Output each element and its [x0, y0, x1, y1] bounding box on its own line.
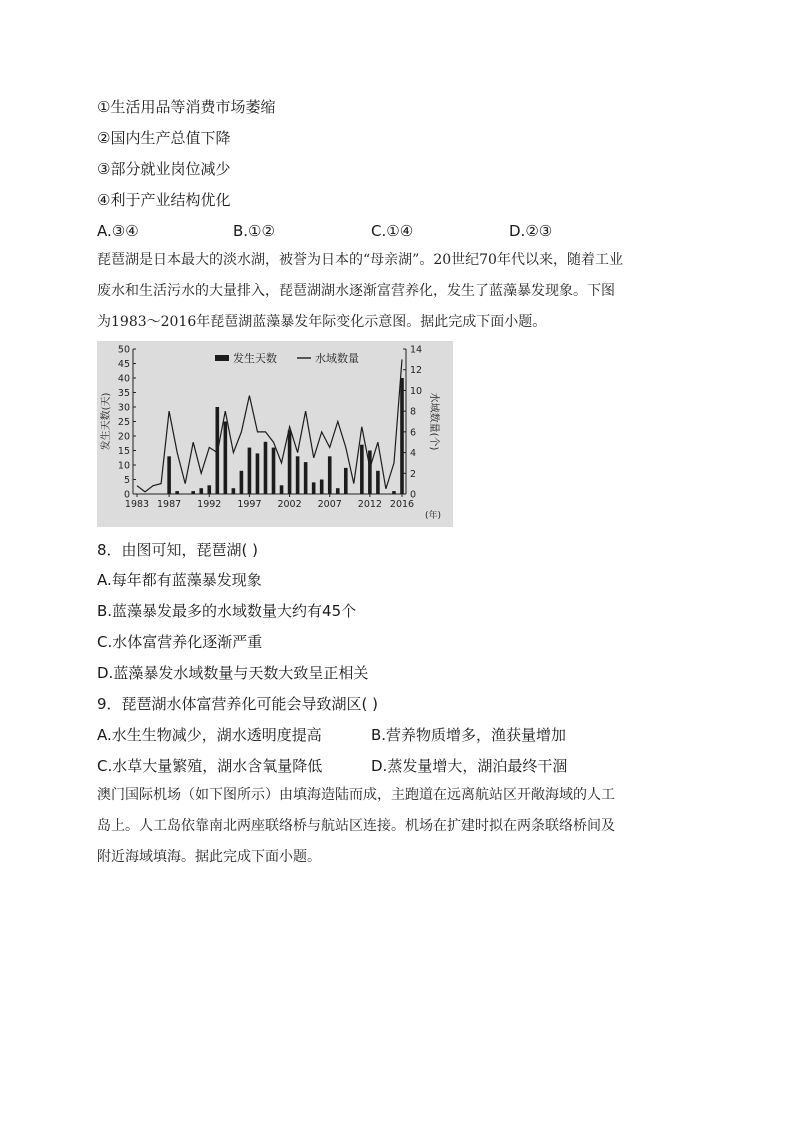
bar-days [248, 448, 252, 494]
passage-line: 附近海域填海。据此完成下面小题。 [97, 849, 321, 865]
q9-choice-d: D.蒸发量增大，湖泊最终干涸 [371, 757, 568, 775]
bar-days [280, 485, 284, 494]
bar-days [360, 445, 364, 494]
left-tick-label: 25 [117, 417, 130, 428]
x-tick-label: 1987 [157, 499, 182, 510]
left-tick-label: 35 [117, 388, 130, 399]
legend-bar-swatch [215, 355, 229, 361]
q7-choice-b: B.①② [233, 222, 275, 240]
bar-days [232, 488, 236, 494]
right-tick-label: 0 [410, 489, 417, 501]
bar-days [304, 462, 308, 494]
bar-days [240, 471, 244, 494]
right-tick-label: 4 [410, 448, 417, 460]
q8-choice-c: C.水体富营养化逐渐严重 [97, 633, 263, 651]
left-tick-label: 40 [117, 373, 130, 385]
q8-choice-a: A.每年都有蓝藻暴发现象 [97, 571, 262, 589]
passage-line: 琵琶湖是日本最大的淡水湖，被誉为日本的“母亲湖”。20世纪70年代以来，随着工业 [97, 252, 623, 268]
q8-choice-b: B.蓝藻暴发最多的水域数量大约有45个 [97, 602, 357, 620]
left-tick-label: 20 [117, 431, 130, 443]
x-tick-label: 2007 [317, 499, 342, 510]
intro-option-3: ③部分就业岗位减少 [97, 160, 231, 178]
bar-days [288, 430, 292, 494]
x-tick-label: 1997 [237, 499, 262, 510]
bar-days [191, 491, 195, 494]
passage-line: 废水和生活污水的大量排入，琵琶湖湖水逐渐富营养化，发生了蓝藻暴发现象。下图 [97, 283, 615, 299]
bar-days [199, 488, 203, 494]
q7-choice-d: D.②③ [509, 222, 553, 240]
left-tick-label: 0 [123, 489, 130, 501]
x-tick-label: 2016 [389, 499, 415, 510]
intro-option-1: ①生活用品等消费市场萎缩 [97, 98, 276, 116]
chart-svg [97, 341, 453, 527]
left-tick-label: 10 [117, 460, 130, 472]
q8-choice-d: D.蓝藻暴发水域数量与天数大致呈正相关 [97, 664, 369, 682]
left-tick-label: 45 [117, 359, 130, 370]
q9-stem: 9．琵琶湖水体富营养化可能会导致湖区( ) [97, 695, 379, 713]
bar-days [296, 456, 300, 494]
bar-days [207, 485, 211, 494]
bar-days [376, 471, 380, 494]
left-tick-label: 30 [117, 402, 130, 414]
passage-macau-airport [97, 780, 707, 873]
passage-biwa-lake [97, 245, 707, 338]
legend-bar-label: 发生天数 [233, 352, 277, 365]
right-tick-label: 10 [410, 385, 423, 397]
x-tick-label: 2012 [357, 499, 382, 510]
bar-days [336, 488, 340, 494]
passage-line: 岛上。人工岛依靠南北两座联络桥与航站区连接。机场在扩建时拟在两条联络桥间及 [97, 818, 615, 834]
left-tick-label: 5 [123, 475, 130, 486]
left-tick-label: 15 [117, 446, 130, 457]
x-tick-label: 2002 [277, 499, 302, 510]
bar-days [312, 482, 316, 494]
bar-days [368, 451, 372, 495]
right-tick-label: 12 [410, 365, 423, 377]
passage-line: 为1983～2016年琵琶湖蓝藻暴发年际变化示意图。据此完成下面小题。 [97, 314, 547, 330]
q9-choice-c: C.水草大量繁殖，湖水含氧量降低 [97, 757, 323, 775]
bar-days [256, 453, 260, 494]
bar-days [328, 456, 332, 494]
bar-days [264, 442, 268, 494]
bar-days [320, 480, 324, 495]
intro-option-4: ④利于产业结构优化 [97, 191, 231, 209]
x-tick-label: 1983 [124, 499, 150, 510]
legend-line-label: 水域数量 [315, 352, 359, 365]
bar-days [167, 456, 171, 494]
passage-line: 澳门国际机场（如下图所示）由填海造陆而成，主跑道在远离航站区开敞海域的人工 [97, 787, 615, 803]
q9-choice-b: B.营养物质增多，渔获量增加 [371, 726, 567, 744]
bar-days [175, 491, 179, 494]
bar-days [344, 468, 348, 494]
intro-option-2: ②国内生产总值下降 [97, 129, 231, 147]
q7-choice-c: C.①④ [371, 222, 414, 240]
bar-days [224, 422, 228, 495]
x-axis-unit: (年) [424, 511, 441, 521]
y-axis-left-title: 发生天数(天) [101, 392, 112, 451]
q9-choice-a: A.水生生物减少，湖水透明度提高 [97, 726, 322, 744]
bar-days [400, 378, 404, 494]
algae-bloom-chart [97, 341, 453, 527]
right-tick-label: 14 [410, 344, 423, 356]
right-tick-label: 2 [410, 468, 417, 480]
bar-days [272, 448, 276, 494]
q7-choice-a: A.③④ [97, 222, 139, 240]
y-axis-right-title: 水域数量(个) [428, 392, 439, 451]
q8-stem: 8．由图可知，琵琶湖( ) [97, 541, 259, 559]
right-tick-label: 8 [410, 406, 417, 418]
left-tick-label: 50 [117, 344, 130, 356]
right-tick-label: 6 [410, 427, 417, 439]
x-tick-label: 1992 [197, 499, 222, 510]
bar-days [392, 491, 396, 494]
